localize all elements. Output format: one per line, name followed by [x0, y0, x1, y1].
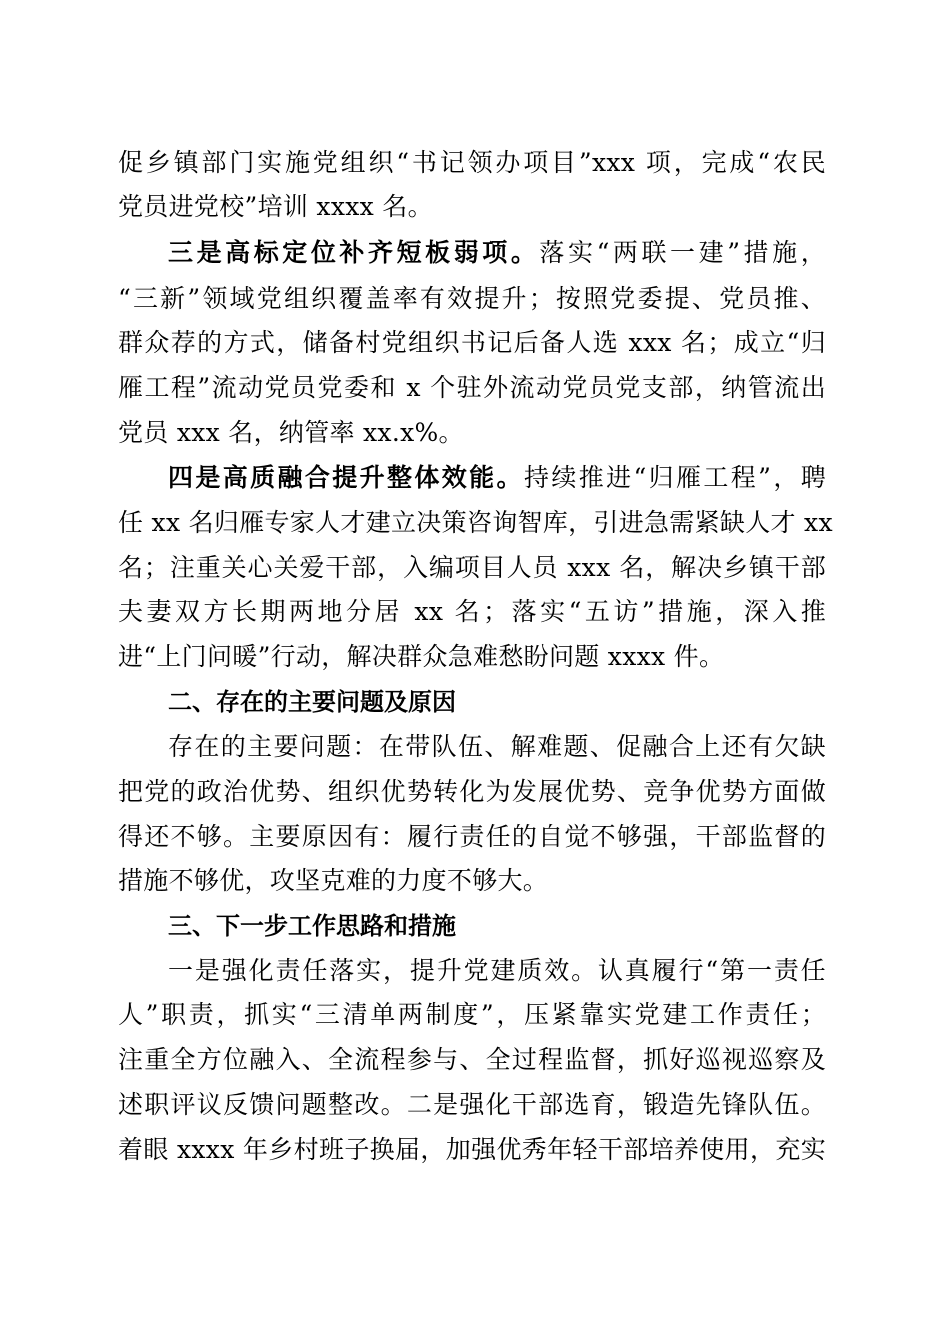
para2-line5: 党员 xxx 名，纳管率 xx.x%。: [118, 418, 464, 447]
para4-line4: 措施不够优，攻坚克难的力度不够大。: [118, 866, 549, 895]
para3-line1: [168, 463, 826, 493]
para1-line2: 党员进党校”培训 xxxx 名。: [118, 192, 433, 221]
para5-line2: 人”职责，抓实“三清单两制度”，压紧靠实党建工作责任；: [118, 1000, 826, 1029]
para3-line3: 名；注重关心关爱干部，入编项目人员 xxx 名，解决乡镇干部: [118, 553, 826, 582]
para5-line1: 一是强化责任落实，提升党建质效。认真履行“第一责任: [168, 956, 826, 985]
section-heading-next-steps: 三、下一步工作思路和措施: [168, 912, 456, 940]
para3-lead: 四是高质融合提升整体效能。: [168, 463, 524, 492]
para3-line4: 夫妻双方长期两地分居 xx 名；落实“五访”措施，深入推: [118, 597, 826, 626]
section-heading-problems: 二、存在的主要问题及原因: [168, 688, 456, 716]
para2-line2: “三新”领域党组织覆盖率有效提升；按照党委提、党员推、: [118, 284, 826, 313]
para5-line4: 述职评议反馈问题整改。二是强化干部选育，锻造先锋队伍。: [118, 1090, 826, 1119]
para2-line4: 雁工程”流动党员党委和 x 个驻外流动党员党支部，纳管流出: [118, 373, 826, 402]
para3-line5: 进“上门问暖”行动，解决群众急难愁盼问题 xxxx 件。: [118, 642, 725, 671]
para4-line3: 得还不够。主要原因有：履行责任的自觉不够强，干部监督的: [118, 822, 826, 851]
para2-lead: 三是高标定位补齐短板弱项。: [168, 238, 540, 267]
para5-line3: 注重全方位融入、全流程参与、全过程监督，抓好巡视巡察及: [118, 1045, 826, 1074]
para5-line5: 着眼 xxxx 年乡村班子换届，加强优秀年轻干部培养使用，充实: [118, 1135, 826, 1164]
para3-line2: 任 xx 名归雁专家人才建立决策咨询智库，引进急需紧缺人才 xx: [118, 508, 833, 537]
para2-line1-rest: 落实“两联一建”措施，: [539, 238, 826, 267]
para4-line1: 存在的主要问题：在带队伍、解难题、促融合上还有欠缺: [168, 732, 826, 761]
para2-line1: [168, 238, 826, 268]
para4-line2: 把党的政治优势、组织优势转化为发展优势、竞争优势方面做: [118, 777, 826, 806]
para3-line1-rest: 持续推进“归雁工程”，聘: [523, 463, 826, 492]
para1-line1: 促乡镇部门实施党组织“书记领办项目”xxx 项，完成“农民: [118, 148, 826, 177]
para2-line3: 群众荐的方式，储备村党组织书记后备人选 xxx 名；成立“归: [118, 328, 826, 357]
